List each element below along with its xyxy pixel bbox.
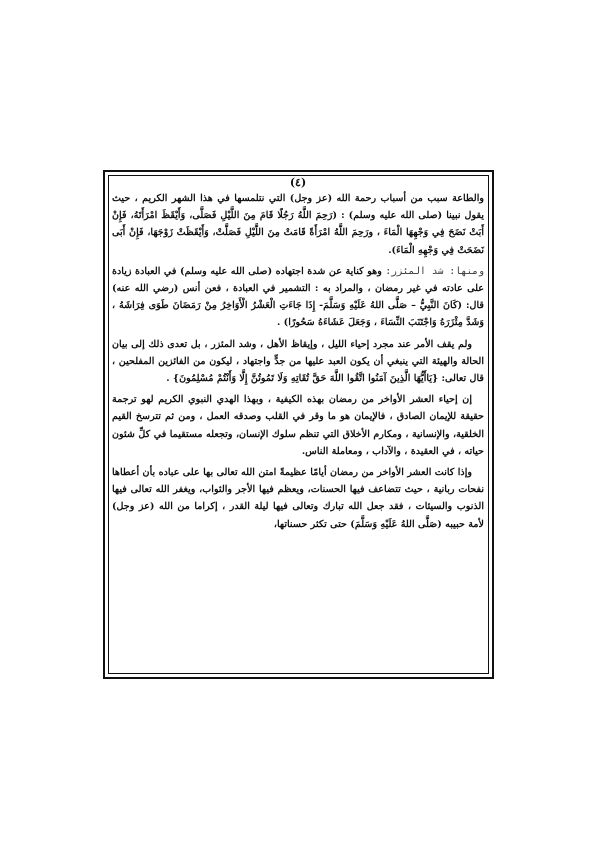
paragraph-3: ولم يقف الأمر عند مجرد إحياء الليل ، وإيقاظ الأهل ، وشد المئزر ، بل تعدى ذلك إلى بيان الحالة والهيئة التي ينبغي أن يكون العبد عليها من جدٍّ واجتهاد ، ليكون من الفائزين المفلحين ، قال تعالى: {يَاأَيُّهَا الَّذِينَ آمَنُوا اتَّقُوا اللَّهَ حَقَّ تُقَاتِهِ وَلَا تَمُوتُنَّ إِلَّا وَأَنْتُمْ مُسْلِمُونَ} . <box>112 338 484 385</box>
keyword-label: ومنها: شد المئزر: <box>385 265 484 277</box>
paragraph-2 <box>112 263 484 332</box>
page-body <box>112 190 484 533</box>
page-number: (٤) <box>289 176 307 189</box>
paragraph-4: إن إحياء العشر الأواخر من رمضان بهذه الكيفية ، وبهذا الهدي النبوي الكريم لهو ترجمة حقيقة للإيمان الصادق ، فالإيمان هو ما وقر في القلب وصدقه العمل ، ومن ثم تترسخ القيم الخلقية، والإنسانية ، ومكارم الأخلاق التي تنظم سلوك الإنسان، وتجعله مستقيما في كلِّ شئون حياته ، في العقيدة ، والآداب ، ومعاملة الناس. <box>112 394 484 457</box>
paragraph-5: وإذا كانت العشر الأواخر من رمضان أيامًا عظيمةً امتن الله تعالى بها على عباده بأن أعطاها نفحات ربانية ، حيث تتضاعف فيها الحسنات، ويعظم فيها الأجر والثواب، ويغفر الله تعالى فيها الذنوب والسيئات ، فقد جعل الله تبارك وتعالى فيها ليلة القدر ، إكراما من الله (عز وجل) لأمة حبيبه (صَلَّى اللهُ عَلَيْهِ وَسَلَّمَ) حتى تكثر حسناتها، <box>112 467 484 530</box>
paragraph-1: والطاعة سبب من أسباب رحمة الله (عز وجل) التي نتلمسها في هذا الشهر الكريم ، حيث يقول نبينا (صلى الله عليه وسلم) : (رَحِمَ اللَّهُ رَجُلًا قَامَ مِنَ اللَّيْلِ فَصَلَّى، وَأَيْقَظَ امْرَأَتَهُ، فَإِنْ أَبَتْ نَضَحَ فِي وَجْهِهَا الْمَاءَ ، ورَحِمَ اللَّهُ امْرَأَةً قَامَتْ مِنَ اللَّيْلِ فَصَلَّتْ، وَأَيْقَظَتْ زَوْجَهَا، فَإِنْ أَبَى نَضَحَتْ فِي وَجْهِهِ الْمَاءَ). <box>112 193 484 256</box>
paragraph-2-text: وهو كناية عن شدة اجتهاده (صلى الله عليه وسلم) في العبادة زيادة على عادته في غير رمضان ، والمراد به : التشمير في العبادة ، فعن أنس (رضي الله عنه) قال: (كَانَ النَّبِيُّ – صَلَّى اللهُ عَلَيْهِ وَسَلَّمَ- إِذَا جَاءَتِ الْعَشْرُ الْأَوَاخِرُ مِنْ رَمَضَانَ طَوَى فِرَاشَهُ ، وَشَدَّ مِئْزَرَهُ وَاجْتَنَبَ النِّسَاءَ ، وَجَعَلَ عَشَاءَهُ سَحُورًا) . <box>112 265 484 329</box>
